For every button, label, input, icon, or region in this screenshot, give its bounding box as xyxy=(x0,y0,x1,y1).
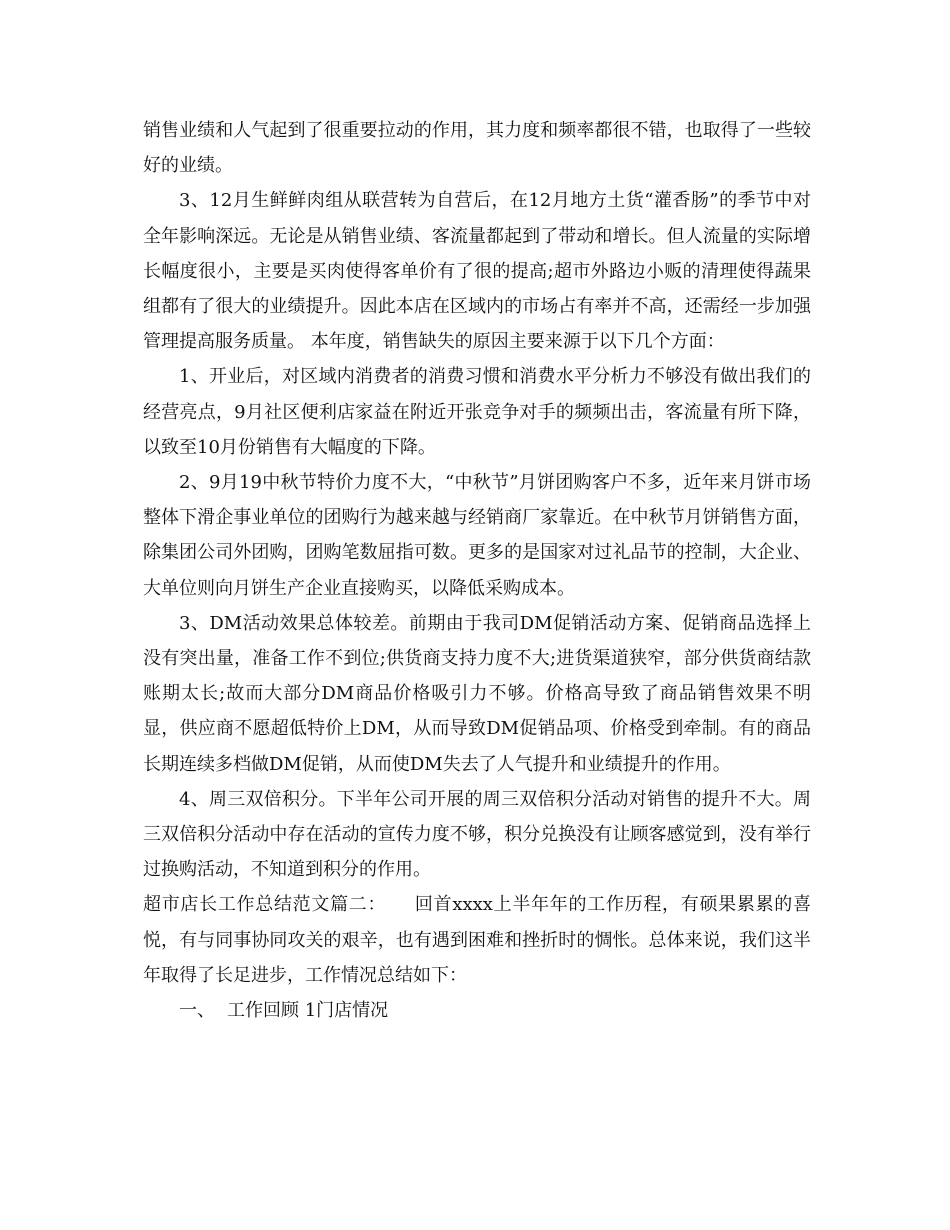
paragraph-point-4-points: 4、周三双倍积分。下半年公司开展的周三双倍积分活动对销售的提升不大。周三双倍积分活动中存在活动的宣传力度不够，积分兑换没有让顾客感觉到，没有举行过换购活动，不知道到积分的作用。 xyxy=(143,788,811,881)
paragraph-continuation: 销售业绩和人气起到了很重要拉动的作用，其力度和频率都很不错，也取得了一些较好的业绩。 xyxy=(143,120,811,177)
outline-text: 工作回顾 1门店情况 xyxy=(227,1000,389,1022)
paragraph-point-3-meat: 3、12月生鲜鲜肉组从联营转为自营后，在12月地方土货“灌香肠”的季节中对全年影响深远。无论是从销售业绩、客流量都起到了带动和增长。但人流量的实际增长幅度很小，主要是买肉使得客单价有了很的提高;超市外路边小贩的清理使得蔬果组都有了很大的业绩提升。因此本店在区域内的市场占有率并不高，还需经一步加强管理提高服务质量。 本年度，销售缺失的原因主要来源于以下几个方面： xyxy=(143,190,811,353)
paragraph-point-1-opening: 1、开业后，对区域内消费者的消费习惯和消费水平分析力不够没有做出我们的经营亮点，9月社区便利店家益在附近开张竞争对手的频频出击，客流量有所下降，以致至10月份销售有大幅度的下降。 xyxy=(143,366,811,458)
outline-number: 一、 xyxy=(179,1000,215,1022)
section-intro: 回首xxxx上半年年的工作历程，有硕果累累的喜悦，有与同事协同攻关的艰辛，也有遇到困难和挫折时的惆怅。总体来说，我们这半年取得了长足进步，工作情况总结如下： xyxy=(143,894,811,986)
section-heading: 超市店长工作总结范文篇二： xyxy=(143,894,387,916)
outline-item xyxy=(143,993,811,1028)
paragraph-point-2-mid-autumn: 2、9月19中秋节特价力度不大，“中秋节”月饼团购客户不多，近年来月饼市场整体下滑企事业单位的团购行为越来越与经销商厂家靠近。在中秋节月饼销售方面，除集团公司外团购，团购笔数屈指可数。更多的是国家对过礼品节的控制，大企业、大单位则向月饼生产企业直接购买，以降低采购成本。 xyxy=(143,472,811,599)
document-page xyxy=(143,113,811,1028)
paragraph-point-3-dm: 3、DM活动效果总体较差。前期由于我司DM促销活动方案、促销商品选择上没有突出量，准备工作不到位;供货商支持力度不大;进货渠道狭窄，部分供货商结款账期太长;故而大部分DM商品价格吸引力不够。价格高导致了商品销售效果不明显，供应商不愿超低特价上DM，从而导致DM促销品项、价格受到牵制。有的商品长期连续多档做DM促销，从而使DM失去了人气提升和业绩提升的作用。 xyxy=(143,612,811,775)
section-two-paragraph xyxy=(143,887,811,993)
